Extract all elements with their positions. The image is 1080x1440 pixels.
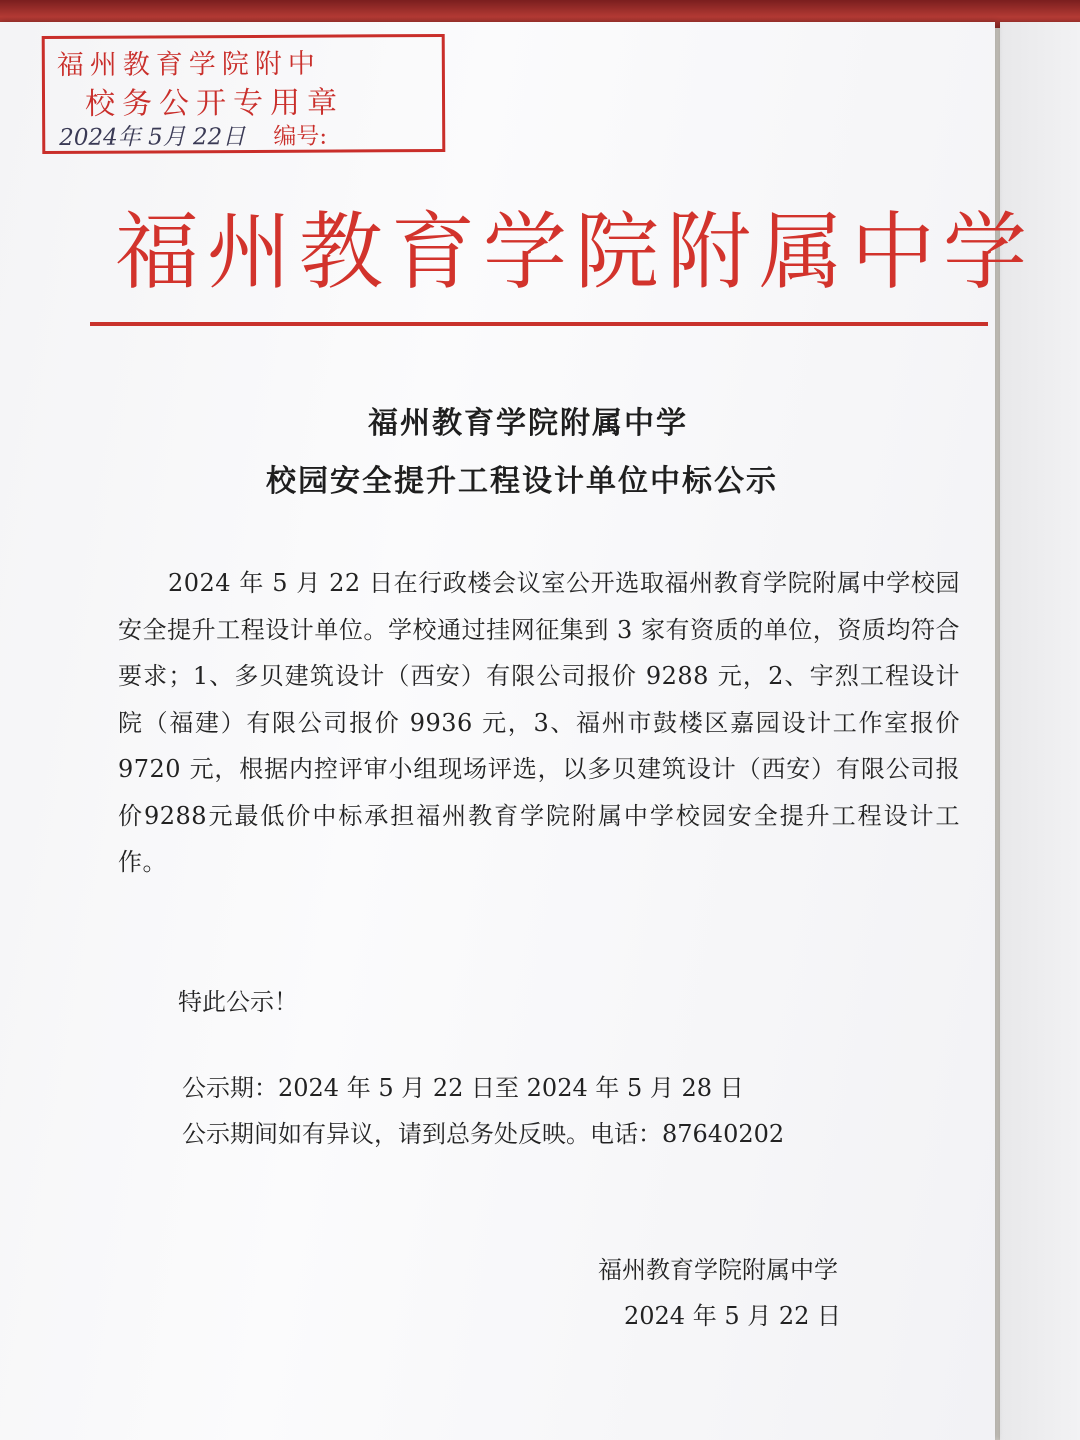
notice-objection-contact: 公示期间如有异议，请到总务处反映。电话：87640202 <box>182 1120 785 1148</box>
official-stamp <box>42 34 446 154</box>
stamp-purpose-line: 校务公开专用章 <box>84 85 345 122</box>
notice-title-line1: 福州教育学院附属中学 <box>368 406 688 441</box>
notice-title-line2: 校园安全提升工程设计单位中标公示 <box>266 464 778 499</box>
signature-date: 2024 年 5 月 22 日 <box>624 1302 842 1330</box>
stamp-date: 2024年 5月 22日 <box>59 123 246 151</box>
stamp-date-line <box>59 118 327 152</box>
notice-period: 公示期：2024 年 5 月 22 日至 2024 年 5 月 28 日 <box>182 1074 744 1102</box>
signature-org: 福州教育学院附属中学 <box>598 1256 838 1284</box>
letterhead-rule <box>90 322 988 326</box>
stamp-number-label: 编号: <box>273 123 328 150</box>
stamp-org-line: 福州教育学院附中 <box>56 48 321 81</box>
notice-closing: 特此公示！ <box>178 988 298 1016</box>
notice-body-paragraph: 2024 年 5 月 22 日在行政楼会议室公开选取福州教育学院附属中学校园安全提升工程设计单位。学校通过挂网征集到 3 家有资质的单位，资质均符合要求；1、多贝建筑设计（西安）有限公司报价 9288 元，2、宇烈工程设计院（福建）有限公司报价 9936 元，3、福州市鼓楼区嘉园设计工作室报价 9720 元，根据内控评审小组现场评选，以多贝建筑设计（西安）有限公司报价9288元最低价中标承担福州教育学院附属中学校园安全提升工程设计工作。 <box>118 569 960 876</box>
letterhead-school-name: 福州教育学院附属中学 <box>115 203 1036 301</box>
